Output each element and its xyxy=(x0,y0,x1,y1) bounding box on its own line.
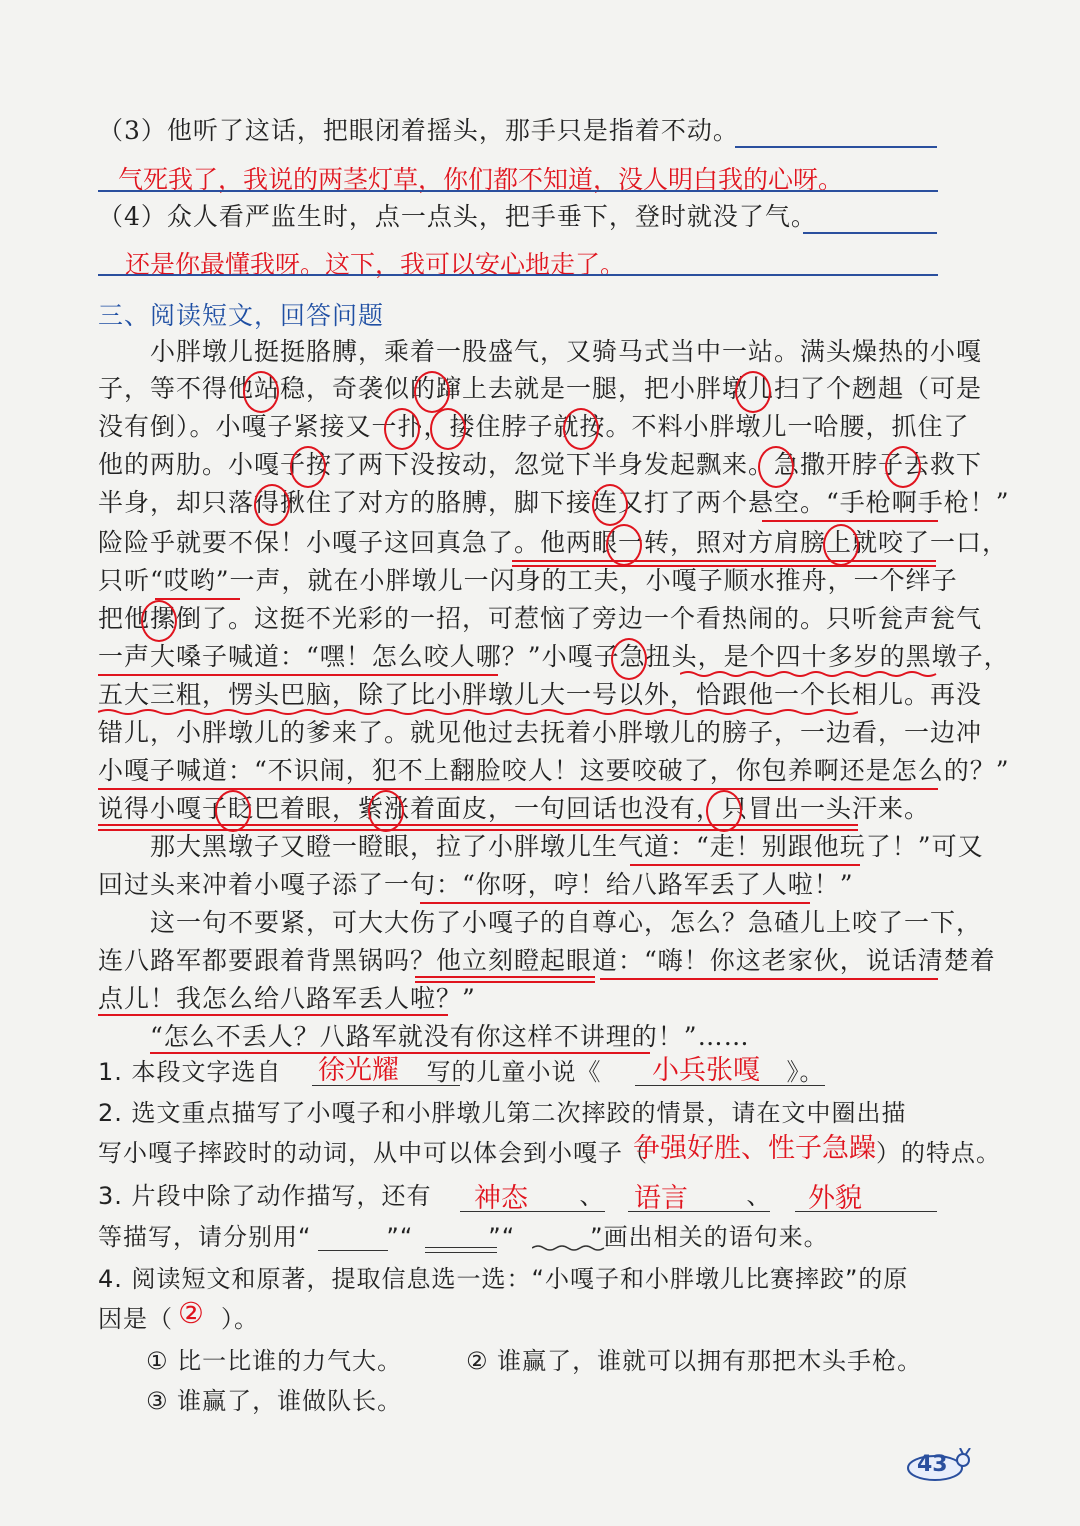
verb-circle xyxy=(611,638,647,680)
passage-line-4: 他的两肋。小嘎子按了两下没按动，忽觉下半身发起飘来。急撒开脖子去救下 xyxy=(98,450,983,479)
q4b-answer: ② xyxy=(178,1296,204,1330)
legend-single-line xyxy=(318,1250,388,1251)
q3b-blank-2 xyxy=(628,1211,770,1212)
passage-line-19: “怎么不丢人？八路军就没有你这样不讲理的！”…… xyxy=(98,1022,750,1051)
q4b-line2-suffix: ）。 xyxy=(221,1305,259,1333)
verb-circle xyxy=(414,371,450,413)
q1-answer-author: 徐光耀 xyxy=(318,1055,399,1086)
legend-double-line xyxy=(425,1252,497,1253)
q2-line2-prefix: 写小嘎子摔跤时的动词，从中可以体会到小嘎子（ xyxy=(98,1139,648,1167)
passage-line-7: 只听“哎哟”一声，就在小胖墩儿一闪身的工夫，小嘎子顺水推舟，一个绊子 xyxy=(98,566,958,595)
q2-answer: 争强好胜、性子急躁 xyxy=(633,1133,876,1164)
q2-line2-suffix: ）的特点。 xyxy=(876,1139,1001,1167)
passage-line-17: 连八路军都要跟着背黑锅吗？他立刻瞪起眼道：“嗨！你这老家伙，说话清楚着 xyxy=(98,946,996,975)
question-4-line-2 xyxy=(98,1299,940,1339)
passage-line-1: 小胖墩儿挺挺胳膊，乘着一股盛气，又骑马式当中一站。满头燥热的小嘎 xyxy=(98,337,983,366)
q3b-sep-1: 、 xyxy=(579,1182,605,1210)
verb-circle xyxy=(430,408,466,450)
language-underline xyxy=(630,864,860,866)
passage-line-5: 半身，却只落得揪住了对方的胳膊，脚下接连又打了两个悬空。“手枪啊手枪！” xyxy=(98,488,1010,517)
verb-circle xyxy=(141,600,177,642)
verb-circle xyxy=(563,408,599,450)
verb-circle xyxy=(384,408,420,450)
verb-circle xyxy=(243,371,279,413)
legend-double-line xyxy=(425,1247,497,1248)
language-underline xyxy=(98,788,938,790)
verb-circle xyxy=(290,446,326,488)
passage-line-14: 那大黑墩子又瞪一瞪眼，拉了小胖墩儿生气道：“走！别跟他玩了！”可又 xyxy=(98,832,984,861)
q4-answer-line xyxy=(98,274,938,276)
q4-answer: 还是你最懂我呀。这下，我可以安心地走了。 xyxy=(125,250,626,279)
passage-line-18: 点儿！我怎么给八路军丢人啦？” xyxy=(98,984,476,1013)
verb-circle xyxy=(254,484,290,526)
appearance-wave-underline xyxy=(680,670,938,678)
q2-line-1: 2. 选文重点描写了小嘎子和小胖墩儿第二次摔跤的情景，请在文中圈出描 xyxy=(98,1099,907,1127)
q3b-sep-2: 、 xyxy=(746,1182,772,1210)
q3-answer: 气死我了，我说的两茎灯草，你们都不知道，没人明白我的心呀。 xyxy=(118,165,844,194)
q1-suffix: 》。 xyxy=(786,1058,825,1086)
language-underline xyxy=(420,902,810,904)
q3b-answer-2: 语言 xyxy=(634,1183,688,1214)
passage-line-15: 回过头来冲着小嘎子添了一句：“你呀，哼！给八路军丢了人啦！” xyxy=(98,870,854,899)
expression-underline xyxy=(415,976,595,978)
q4b-line2-prefix: 因是（ xyxy=(98,1305,173,1333)
q1-mid: 写的儿童小说《 xyxy=(426,1058,602,1086)
q1-prefix: 1. 本段文字选自 xyxy=(98,1058,282,1086)
expression-underline xyxy=(415,981,595,983)
passage-line-9: 一声大嗓子喊道：“嘿！怎么咬人哪？”小嘎子急扭头，是个四十多岁的黑墩子， xyxy=(98,642,1010,671)
option-3: ③ 谁赢了，谁做队长。 xyxy=(146,1387,403,1415)
legend-wave-line xyxy=(532,1244,606,1252)
section3-title: 三、阅读短文，回答问题 xyxy=(98,301,385,330)
q3b-blank-3 xyxy=(795,1211,937,1212)
option-2: ② 谁赢了，谁就可以拥有那把木头手枪。 xyxy=(466,1347,923,1375)
passage-line-3: 没有倒）。小嘎子紧接又一扑，搂住脖子就按。不料小胖墩儿一哈腰，抓住了 xyxy=(98,412,970,441)
q3-answer-line xyxy=(98,190,938,192)
passage-line-10: 五大三粗，愣头巴脑，除了比小胖墩儿大一号以外，恰跟他一个长相儿。再没 xyxy=(98,680,983,709)
q3b-blank-1 xyxy=(460,1211,605,1212)
verb-circle xyxy=(885,446,921,488)
verb-circle xyxy=(735,371,771,413)
language-underline xyxy=(600,978,938,980)
passage-line-11: 错儿，小胖墩儿的爹来了。就见他过去抚着小胖墩儿的膀子，一边看，一边冲 xyxy=(98,718,983,747)
q3b-answer-3: 外貌 xyxy=(808,1183,862,1214)
passage-line-8: 把他摞倒了。这挺不光彩的一招，可惹恼了旁边一个看热闹的。只听瓮声瓮气 xyxy=(98,604,983,633)
language-underline xyxy=(762,520,938,522)
language-underline xyxy=(98,674,498,676)
expression-underline xyxy=(98,829,858,831)
q3b-line-2: 等描写，请分别用“ ”“ ”“ ”画出相关的语句来。 xyxy=(98,1223,829,1251)
q3b-answer-1: 神态 xyxy=(474,1183,528,1214)
q4-blank-line xyxy=(803,232,937,234)
page-number: 43 xyxy=(917,1452,948,1477)
passage-line-2: 子，等不得他站稳，奇袭似的蹿上去就是一腿，把小胖墩儿扫了个趔趄（可是 xyxy=(98,374,983,403)
q1-author-blank xyxy=(312,1085,460,1086)
expression-underline xyxy=(512,565,936,567)
expression-underline xyxy=(98,824,858,826)
passage-line-16: 这一句不要紧，可大大伤了小嘎子的自尊心，怎么？急碴儿上咬了一下， xyxy=(98,908,983,937)
language-underline xyxy=(98,1014,448,1016)
expression-underline xyxy=(512,560,936,562)
passage-line-12: 小嘎子喊道：“不识闹，犯不上翻脸咬人！这要咬破了，你包养啊还是怎么的？” xyxy=(98,756,1010,785)
page-number-badge xyxy=(905,1448,975,1482)
verb-circle xyxy=(592,484,628,526)
q3-blank-line xyxy=(735,146,937,148)
verb-circle xyxy=(758,446,794,488)
passage-line-13: 说得小嘎子眨巴着眼，紫涨着面皮，一句回话也没有，只冒出一头汗来。 xyxy=(98,794,931,823)
appearance-wave-underline xyxy=(98,708,858,716)
q1-title-blank xyxy=(635,1085,825,1086)
q3b-prefix: 3. 片段中除了动作描写，还有 xyxy=(98,1182,432,1210)
passage-line-6: 险险乎就要不保！小嘎子这回真急了。他两眼一转，照对方肩膀上就咬了一口， xyxy=(98,528,1009,557)
question-1 xyxy=(98,1052,940,1092)
q4-prompt: （4）众人看严监生时，点一点头，把手垂下，登时就没了气。 xyxy=(98,202,817,231)
language-underline xyxy=(155,598,240,600)
q4b-line-1: 4. 阅读短文和原著，提取信息选一选：“小嘎子和小胖墩儿比赛摔跤”的原 xyxy=(98,1265,909,1293)
option-1: ① 比一比谁的力气大。 xyxy=(146,1347,403,1375)
q3-prompt: （3）他听了这话，把眼闭着摇头，那手只是指着不动。 xyxy=(98,116,739,145)
q1-answer-title: 小兵张嘎 xyxy=(652,1055,760,1086)
